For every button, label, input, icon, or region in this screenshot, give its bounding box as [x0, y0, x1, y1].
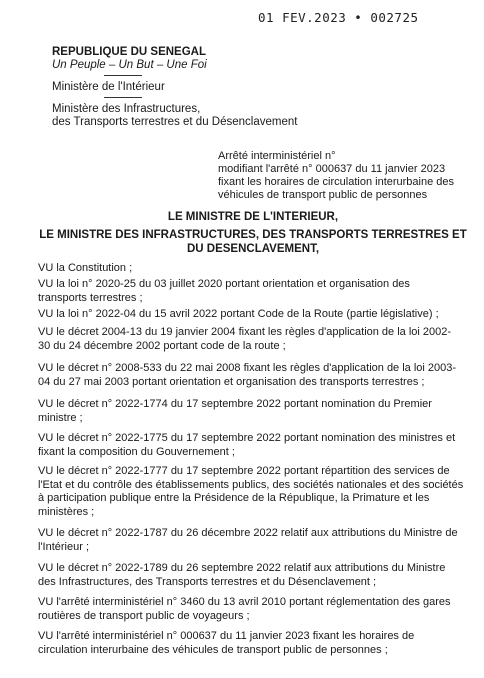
vu-line: routières de transport public de voyageurs ;	[38, 609, 250, 622]
republic-name: REPUBLIQUE DU SENEGAL	[52, 46, 206, 58]
vu-paragraph	[38, 362, 468, 389]
vu-line: VU le décret n° 2022-1774 du 17 septembre 2022 portant nomination du Premier	[38, 398, 432, 410]
vu-line: transports terrestres ;	[38, 291, 143, 304]
minister-infra-line1: LE MINISTRE DES INFRASTRUCTURES, DES TRANSPORTS TERRESTRES ET	[39, 229, 467, 241]
letterhead	[52, 46, 297, 129]
vu-line: l'Etat et du contrôle des établissements publics, des sociétés nationales et des sociétés	[38, 478, 464, 491]
vu-paragraph	[38, 562, 468, 589]
minister-interior: LE MINISTRE DE L'INTERIEUR,	[167, 211, 339, 223]
vu-paragraph	[38, 326, 468, 353]
vu-line: des Infrastructures, des Transports terrestres et du Désenclavement ;	[38, 575, 377, 588]
vu-line: 04 du 27 mai 2003 portant orientation et organisation des transports terrestres ;	[38, 375, 425, 388]
vu-paragraph	[38, 527, 468, 554]
vu-paragraph	[38, 596, 468, 623]
divider	[104, 97, 142, 98]
vu-line: circulation interurbaine des véhicules de transport public de personnes ;	[38, 643, 388, 656]
vu-line: VU le décret n° 2022-1777 du 17 septembre 2022 portant répartition des services de	[38, 465, 450, 477]
vu-line: ministères ;	[38, 505, 95, 518]
vu-line: à participation publique entre la Présidence de la République, la Primature et les	[38, 492, 430, 504]
vu-line: VU l'arrêté interministériel n° 3460 du 13 avril 2010 portant réglementation des gares	[38, 596, 451, 608]
divider	[104, 75, 142, 76]
vu-line: VU le décret n° 2022-1787 du 26 décembre 2022 relatif aux attributions du Ministre de	[38, 527, 458, 539]
reception-stamp: 01 FEV.2023 • 002725	[258, 10, 419, 25]
arrete-line: modifiant l'arrêté n° 000637 du 11 janvier 2023	[218, 163, 446, 175]
vu-line: fixant la composition du Gouvernement ;	[38, 445, 235, 458]
vu-line: 30 du 24 décembre 2002 portant code de la route ;	[38, 339, 286, 352]
vu-paragraph	[38, 465, 468, 519]
arrete-title	[218, 150, 470, 202]
ministry-infra-line2: des Transports terrestres et du Désenclavement	[52, 116, 298, 128]
minister-infra-line2: DU DESENCLAVEMENT,	[186, 243, 320, 255]
vu-paragraph	[38, 630, 468, 657]
vu-line: l'Intérieur ;	[38, 540, 90, 553]
vu-line: VU la loi n° 2022-04 du 15 avril 2022 portant Code de la Route (partie législative) ;	[38, 308, 439, 320]
vu-line: VU le décret n° 2022-1775 du 17 septembre 2022 portant nomination des ministres et	[38, 432, 456, 444]
ministry-interior: Ministère de l'Intérieur	[52, 81, 165, 93]
vu-paragraph	[38, 262, 468, 276]
national-motto: Un Peuple – Un But – Une Foi	[52, 59, 207, 71]
vu-line: VU la loi n° 2020-25 du 03 juillet 2020 portant orientation et organisation des	[38, 278, 410, 290]
vu-paragraph	[38, 398, 468, 425]
vu-line: VU le décret n° 2008-533 du 22 mai 2008 fixant les règles d'application de la loi 2003-	[38, 362, 457, 374]
vu-paragraph	[38, 308, 468, 322]
vu-line: VU le décret n° 2022-1789 du 26 septembre 2022 relatif aux attributions du Ministre	[38, 562, 446, 574]
vu-paragraph	[38, 278, 468, 305]
vu-line: VU la Constitution ;	[38, 262, 133, 274]
vu-line: VU le décret 2004-13 du 19 janvier 2004 fixant les règles d'application de la loi 2002-	[38, 326, 452, 338]
arrete-line: fixant les horaires de circulation interurbaine des	[218, 176, 455, 188]
vu-paragraph	[38, 432, 468, 459]
arrete-line: Arrêté interministériel n°	[218, 150, 336, 162]
vu-line: VU l'arrêté interministériel n° 000637 du 11 janvier 2023 fixant les horaires de	[38, 630, 415, 642]
ministry-infra-line1: Ministère des Infrastructures,	[52, 103, 201, 115]
vu-line: ministre ;	[38, 411, 83, 424]
arrete-line: véhicules de transport public de personnes	[218, 189, 428, 201]
